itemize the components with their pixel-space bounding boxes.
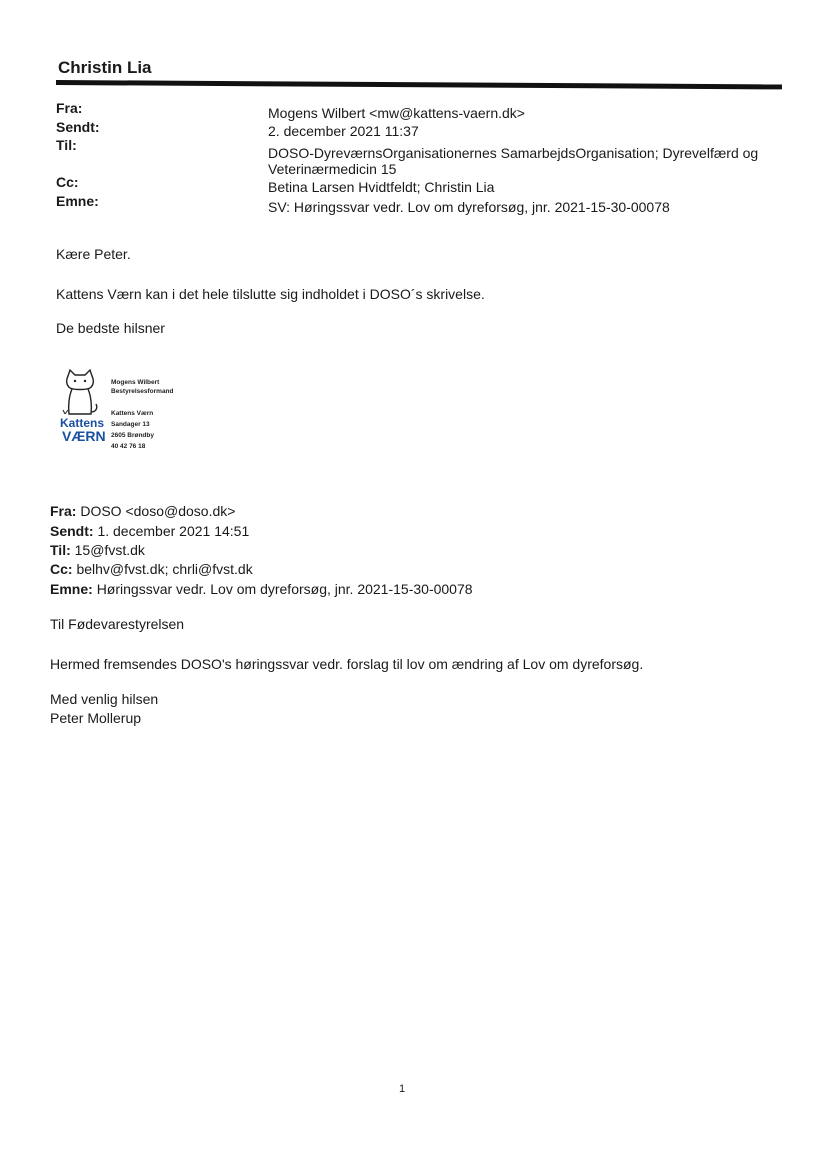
signature-name: Mogens Wilbert <box>111 379 160 386</box>
to-value-line1: DOSO-DyreværnsOrganisationernes SamarbejdsOrganisation; Dyrevelfærd og <box>268 145 759 161</box>
signature-phone: 40 42 76 18 <box>111 443 146 450</box>
header-divider <box>56 80 782 89</box>
forwarded-sent <box>50 523 249 539</box>
forwarded-from-label: Fra: <box>50 503 77 519</box>
from-label: Fra: <box>56 100 83 116</box>
to-label: Til: <box>56 137 77 153</box>
forwarded-to <box>50 542 145 558</box>
body-paragraph: Kattens Værn kan i det hele tilslutte sig indholdet i DOSO´s skrivelse. <box>56 286 485 302</box>
forwarded-sender: Peter Mollerup <box>50 710 142 726</box>
signature-title: Bestyrelsesformand <box>111 388 174 395</box>
forwarded-paragraph: Hermed fremsendes DOSO's høringssvar vedr. forslag til lov om ændring af Lov om dyreforsøg. <box>50 656 644 672</box>
cc-value: Betina Larsen Hvidtfeldt; Christin Lia <box>268 179 495 195</box>
signature-street: Sandager 13 <box>111 421 150 428</box>
closing: De bedste hilsner <box>56 320 165 336</box>
forwarded-subject-label: Emne: <box>50 581 93 597</box>
forwarded-subject-value: Høringssvar vedr. Lov om dyreforsøg, jnr. 2021-15-30-00078 <box>96 581 473 597</box>
from-value: Mogens Wilbert <mw@kattens-vaern.dk> <box>268 105 525 121</box>
page-owner-name: Christin Lia <box>58 58 152 77</box>
logo-text-kattens: Kattens <box>60 416 105 430</box>
forwarded-closing: Med venlig hilsen <box>50 691 159 707</box>
forwarded-cc-value: belhv@fvst.dk; chrli@fvst.dk <box>76 561 253 577</box>
forwarded-subject <box>50 581 473 597</box>
forwarded-sent-label: Sendt: <box>50 523 94 539</box>
forwarded-to-label: Til: <box>50 542 71 558</box>
greeting: Kære Peter. <box>56 246 131 262</box>
signature-org: Kattens Værn <box>111 410 154 417</box>
cc-label: Cc: <box>56 174 79 190</box>
sent-label: Sendt: <box>56 119 100 135</box>
subject-label: Emne: <box>56 193 99 209</box>
forwarded-cc <box>50 561 253 577</box>
signature-block <box>60 368 180 458</box>
sent-value: 2. december 2021 11:37 <box>268 123 419 139</box>
forwarded-from-value: DOSO <doso@doso.dk> <box>80 503 236 519</box>
forwarded-salutation: Til Fødevarestyrelsen <box>50 616 185 632</box>
subject-value: SV: Høringssvar vedr. Lov om dyreforsøg, jnr. 2021-15-30-00078 <box>268 199 670 215</box>
forwarded-cc-label: Cc: <box>50 561 73 577</box>
signature-city: 2605 Brøndby <box>111 432 154 439</box>
page-number: 1 <box>399 1083 406 1095</box>
logo-text-vaern: VÆRN <box>62 428 106 444</box>
forwarded-sent-value: 1. december 2021 14:51 <box>97 523 250 539</box>
forwarded-to-value: 15@fvst.dk <box>74 542 145 558</box>
forwarded-from <box>50 503 235 519</box>
to-value-line2: Veterinærmedicin 15 <box>268 161 397 177</box>
